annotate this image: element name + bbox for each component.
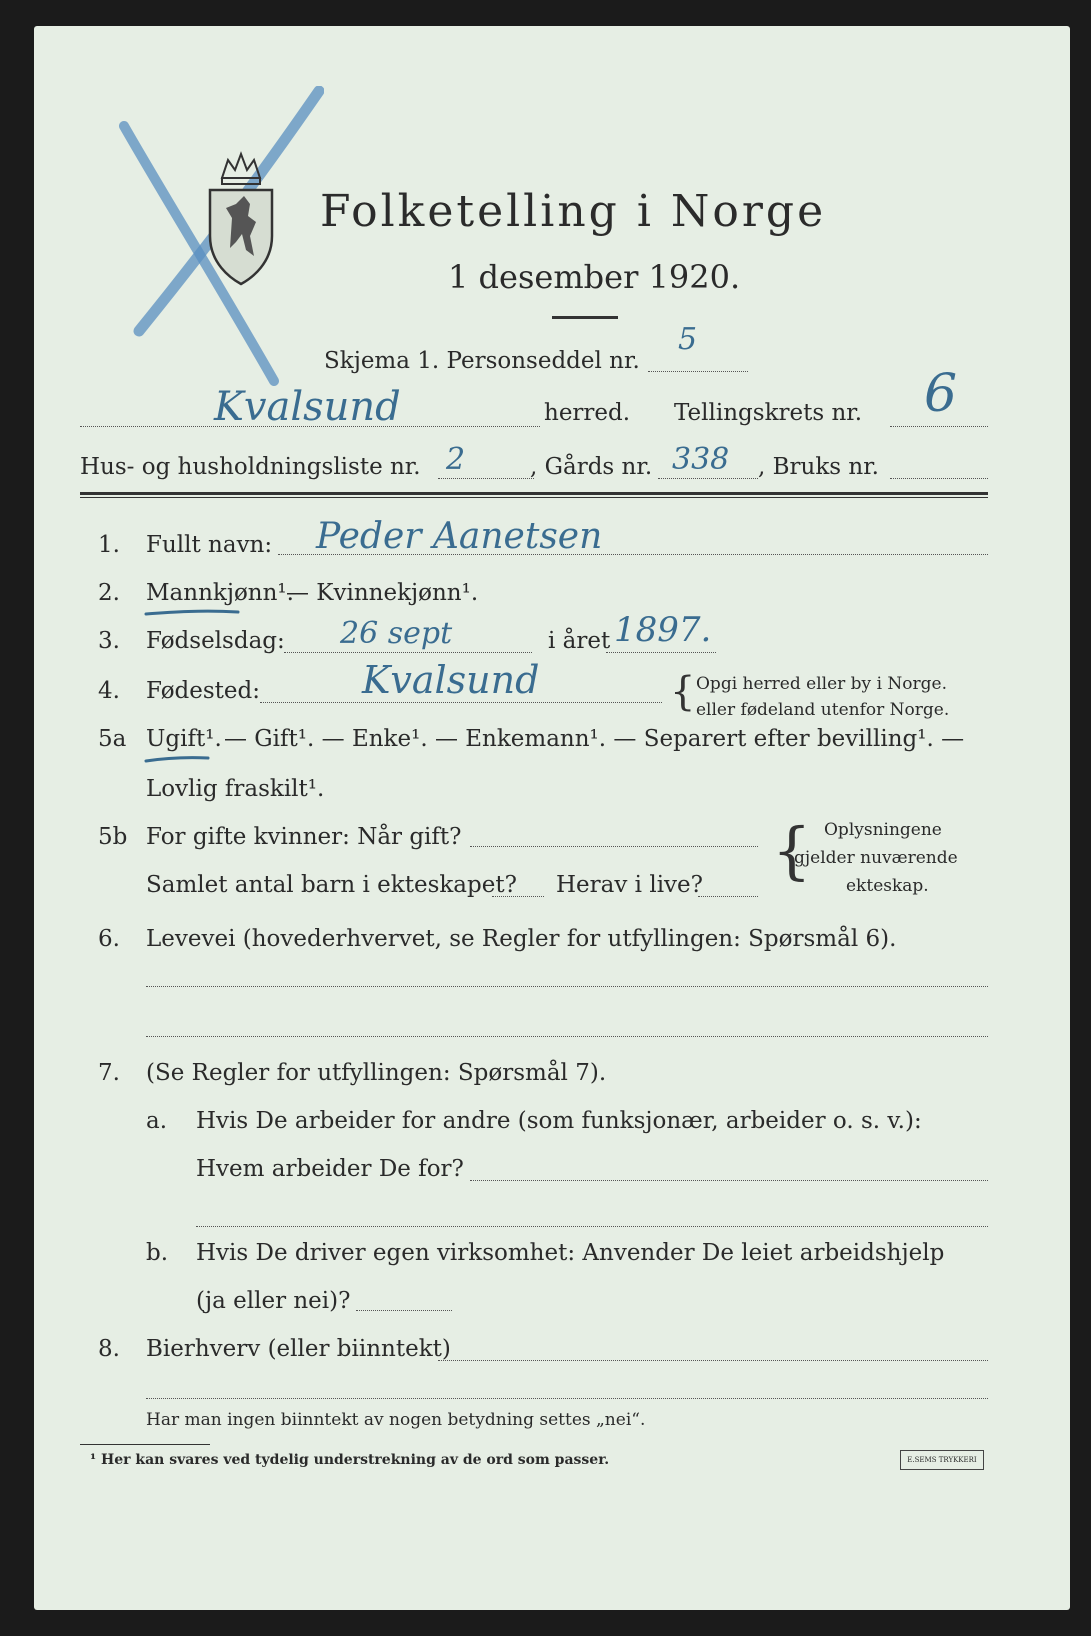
q3-year-label: i året — [548, 628, 611, 654]
q5a-ugift: Ugift¹. — [146, 726, 222, 752]
herav-i-live-field[interactable] — [698, 896, 758, 897]
tellingskrets-label: Tellingskrets nr. — [674, 400, 863, 426]
q4-note-line1: Opgi herred eller by i Norge. — [696, 674, 947, 694]
q6-number: 6. — [98, 926, 120, 952]
fodested-value: Kvalsund — [362, 658, 540, 702]
q7a-line1: Hvis De arbeider for andre (som funksjonær, arbeider o. s. v.): — [196, 1108, 922, 1134]
q7b-line2: (ja eller nei)? — [196, 1288, 351, 1314]
q2-kvinnekjonn: — Kvinnekjønn¹. — [286, 580, 479, 606]
q1-number: 1. — [98, 532, 120, 558]
tellingskrets-nr-field[interactable] — [890, 426, 988, 427]
footnote-text: ¹ Her kan svares ved tydelig understrekning av de ord som passer. — [90, 1452, 610, 1468]
q5b-number: 5b — [98, 824, 128, 850]
q5a-options: — Gift¹. — Enke¹. — Enkemann¹. — Separert efter bevilling¹. — — [224, 726, 965, 752]
q5b-label: For gifte kvinner: Når gift? — [146, 824, 462, 850]
bierhverv-field[interactable] — [438, 1360, 988, 1361]
q7a-letter: a. — [146, 1108, 168, 1134]
q4-number: 4. — [98, 678, 120, 704]
q8-label: Bierhverv (eller biinntekt) — [146, 1336, 451, 1362]
q7b-line1: Hvis De driver egen virksomhet: Anvender De leiet arbeidshjelp — [196, 1240, 945, 1266]
q5b-note-line3: ekteskap. — [846, 876, 929, 896]
antal-barn-field[interactable] — [492, 896, 544, 897]
q5b-note-line1: Oplysningene — [824, 820, 942, 840]
q4-label: Fødested: — [146, 678, 261, 704]
q7-number: 7. — [98, 1060, 120, 1086]
header-divider-thin — [80, 497, 988, 498]
personseddel-nr-value: 5 — [678, 322, 698, 357]
husholdningsliste-nr-field[interactable] — [438, 478, 534, 479]
husholdningsliste-nr-value: 2 — [446, 442, 466, 477]
levevei-field-2[interactable] — [146, 1036, 988, 1037]
schema-label: Skjema 1. Personseddel nr. — [324, 348, 640, 374]
q5b-live-label: Herav i live? — [556, 872, 703, 898]
personseddel-nr-field[interactable] — [648, 371, 748, 372]
levevei-field-1[interactable] — [146, 986, 988, 987]
q5b-note-line2: gjelder nuværende — [794, 848, 958, 868]
fodested-field[interactable] — [260, 702, 662, 703]
q6-label: Levevei (hovederhvervet, se Regler for utfyllingen: Spørsmål 6). — [146, 926, 897, 952]
fodselsar-field[interactable] — [606, 652, 716, 653]
fodselsdag-value: 26 sept — [340, 616, 453, 651]
herred-value: Kvalsund — [214, 384, 401, 430]
q3-label: Fødselsdag: — [146, 628, 285, 654]
q4-note-line2: eller fødeland utenfor Norge. — [696, 700, 950, 720]
ugift-underline — [142, 752, 212, 766]
q5a-number: 5a — [98, 726, 127, 752]
header-divider-thick — [80, 492, 988, 495]
fodselsar-value: 1897. — [614, 610, 712, 650]
bruks-nr-field[interactable] — [890, 478, 988, 479]
q5b-brace: { — [772, 814, 812, 887]
husholdningsliste-label: Hus- og husholdningsliste nr. — [80, 454, 421, 480]
q7-label: (Se Regler for utfyllingen: Spørsmål 7). — [146, 1060, 607, 1086]
q1-label: Fullt navn: — [146, 532, 273, 558]
nar-gift-field[interactable] — [470, 846, 758, 847]
bruks-label: , Bruks nr. — [758, 454, 879, 480]
q4-brace: { — [670, 669, 696, 715]
tellingskrets-nr-value: 6 — [924, 364, 958, 424]
fullt-navn-value: Peder Aanetsen — [316, 516, 603, 557]
gards-label: , Gårds nr. — [530, 454, 653, 480]
fodselsdag-field[interactable] — [284, 652, 532, 653]
title-divider — [552, 316, 618, 319]
q7b-letter: b. — [146, 1240, 169, 1266]
q8-number: 8. — [98, 1336, 120, 1362]
coat-of-arms-icon — [202, 138, 280, 288]
census-form-sheet — [34, 26, 1070, 1610]
form-title: Folketelling i Norge — [320, 186, 827, 237]
printer-stamp — [900, 1450, 984, 1470]
q2-mannkjonn: Mannkjønn¹. — [146, 580, 294, 606]
herred-label: herred. — [544, 400, 631, 426]
footnote-divider — [80, 1444, 210, 1445]
form-date: 1 desember 1920. — [448, 258, 741, 296]
hvem-arbeider-field-2[interactable] — [196, 1226, 988, 1227]
gards-nr-value: 338 — [672, 442, 730, 477]
q5b-barn-label: Samlet antal barn i ekteskapet? — [146, 872, 517, 898]
mannkjonn-underline — [142, 606, 242, 620]
q3-number: 3. — [98, 628, 120, 654]
q2-number: 2. — [98, 580, 120, 606]
printer-stamp-text: E.SEMS TRYKKERI — [907, 1456, 977, 1464]
gards-nr-field[interactable] — [658, 478, 758, 479]
q5a-line2: Lovlig fraskilt¹. — [146, 776, 325, 802]
q8-note: Har man ingen biinntekt av nogen betydning settes „nei“. — [146, 1410, 646, 1430]
bierhverv-field-2[interactable] — [146, 1398, 988, 1399]
hvem-arbeider-field[interactable] — [470, 1180, 988, 1181]
q7a-line2: Hvem arbeider De for? — [196, 1156, 464, 1182]
leiet-arbeidshjelp-field[interactable] — [356, 1310, 452, 1311]
